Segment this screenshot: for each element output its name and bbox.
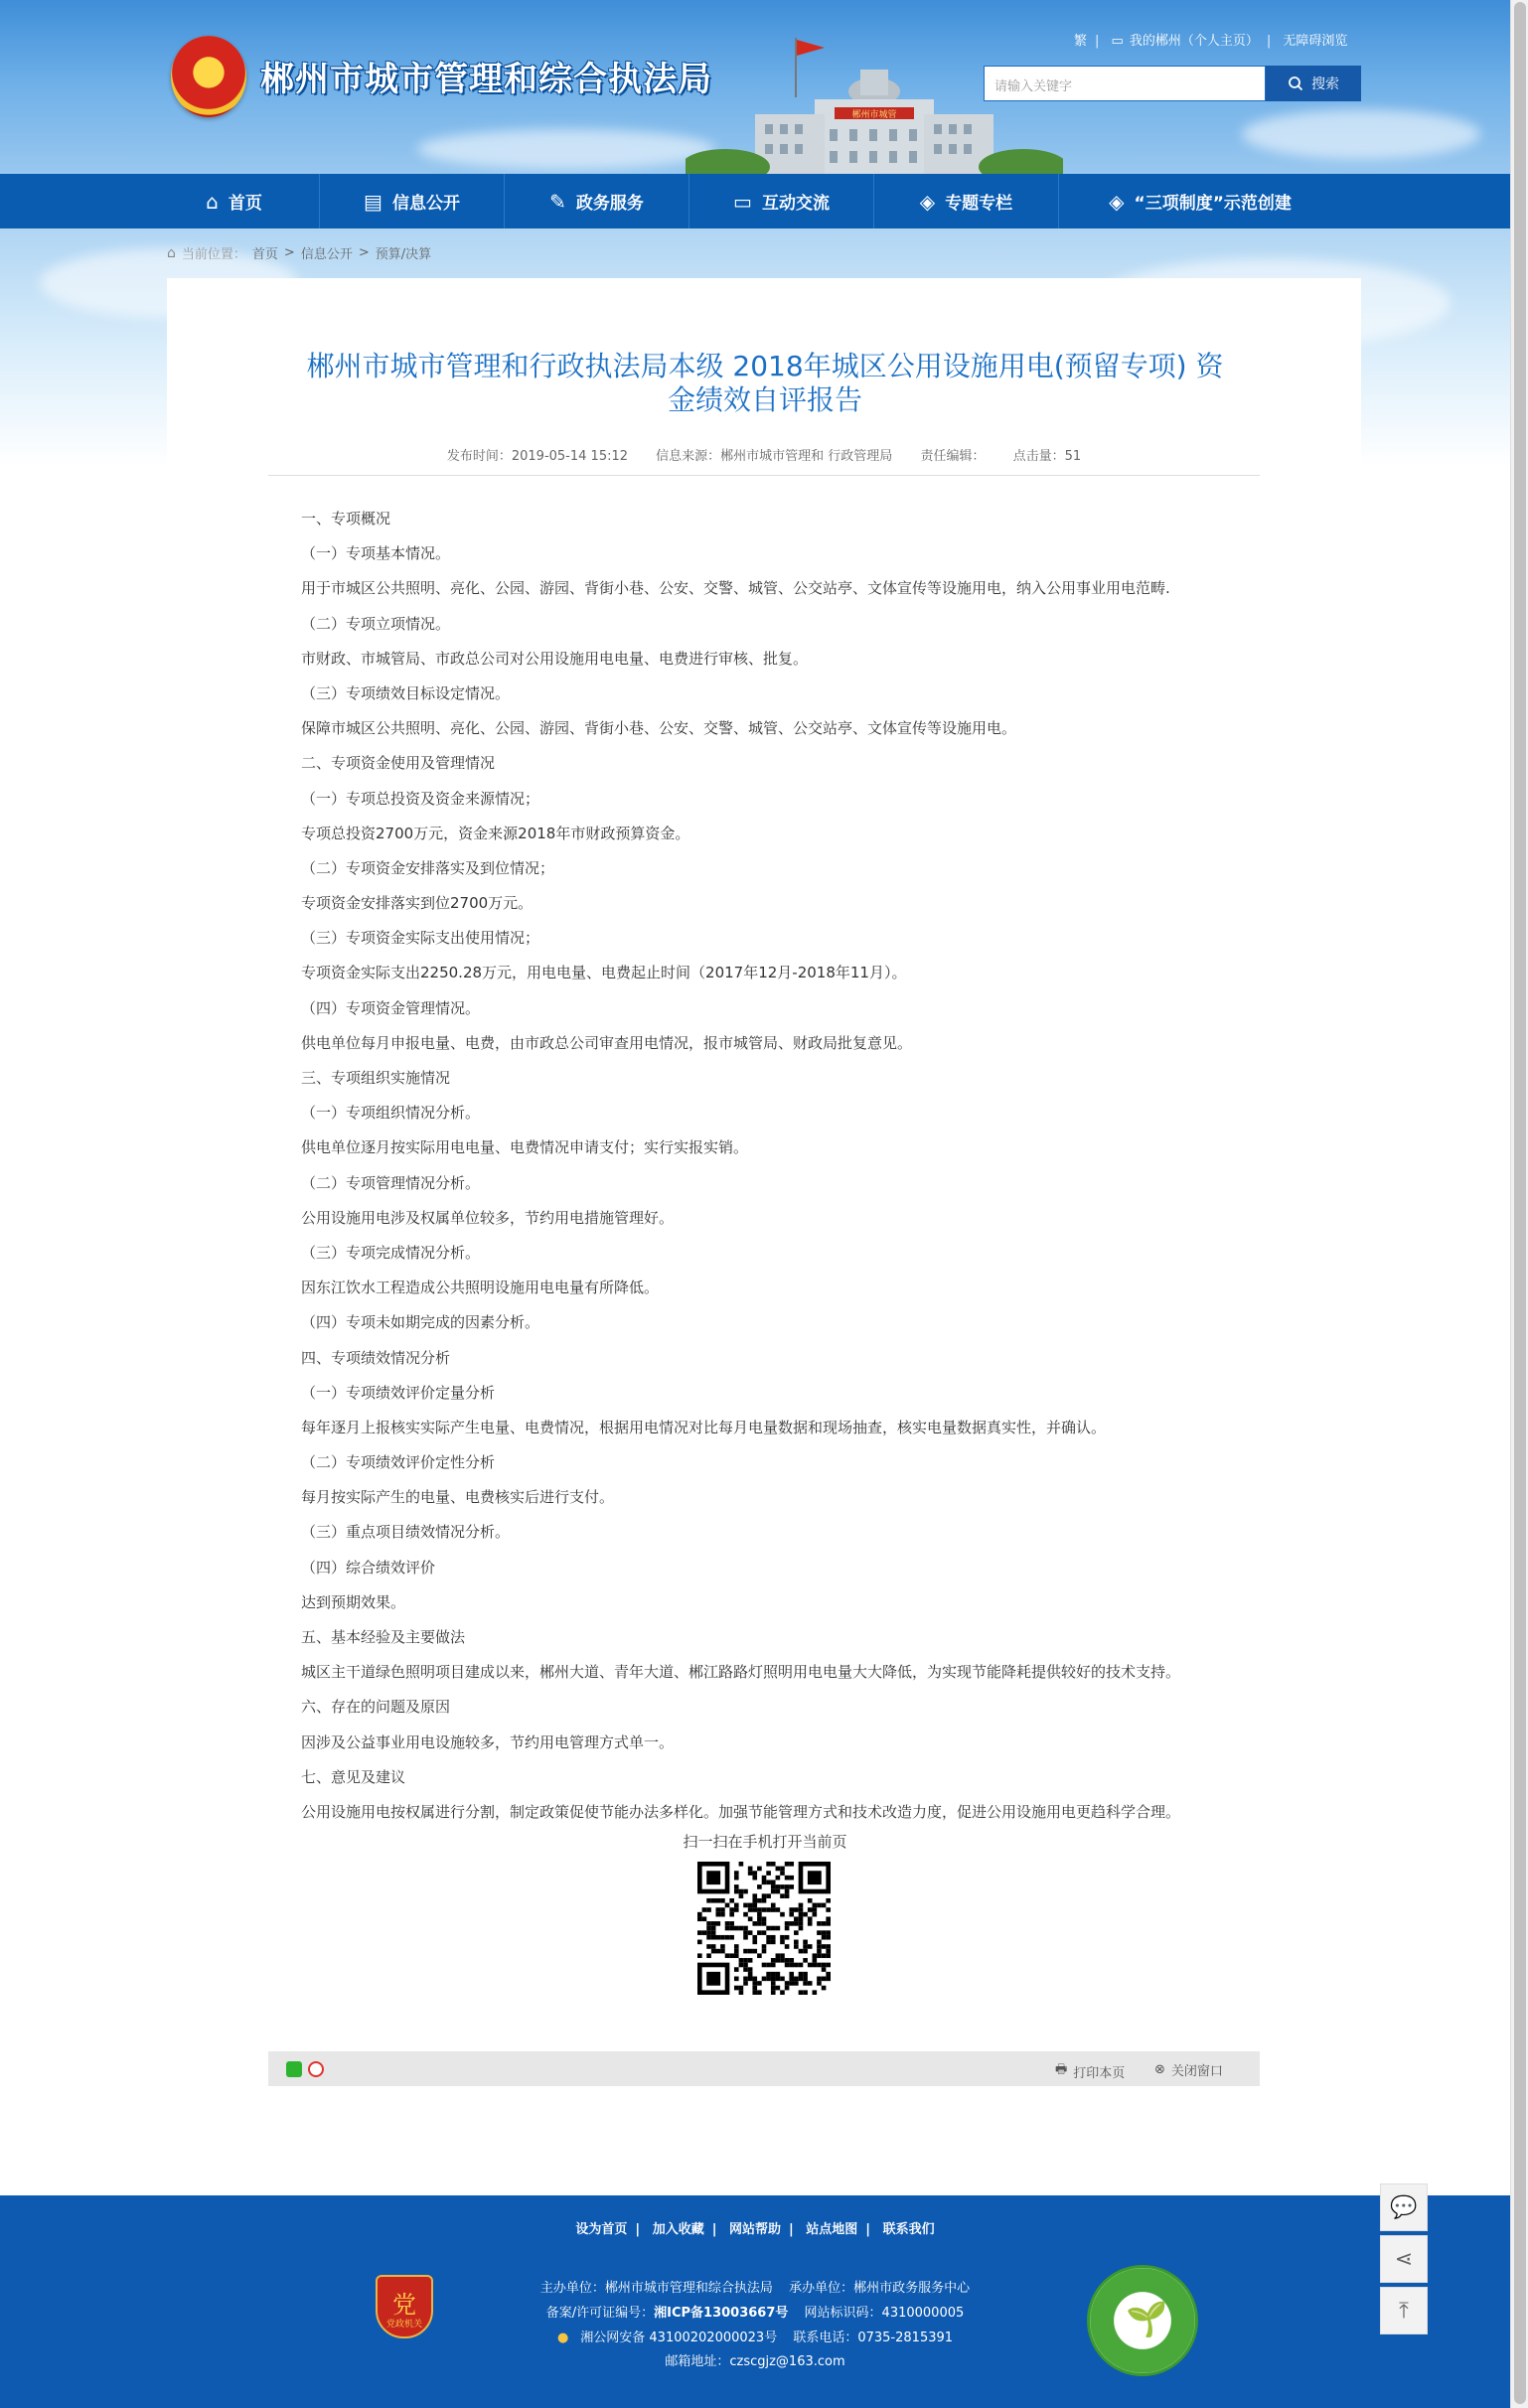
article-paragraph: 一、专项概况	[301, 510, 391, 527]
nav-item-label: 首页	[228, 194, 262, 214]
footer-link-help[interactable]: 网站帮助	[728, 2222, 781, 2237]
breadcrumb-label: 当前位置：	[181, 247, 246, 262]
civilized-city-badge[interactable]	[1087, 2265, 1198, 2376]
nav-item-label: 政务服务	[575, 194, 644, 214]
nav-item-label: 专题专栏	[945, 194, 1013, 214]
top-links: 繁 | ▭ 我的郴州（个人主页） | 无障碍浏览	[1074, 34, 1348, 49]
article-paragraph: （三）专项资金实际支出使用情况；	[301, 929, 540, 948]
search-icon	[1288, 75, 1303, 91]
article-paragraph: （三）专项完成情况分析。	[301, 1243, 481, 1262]
nav-item-special-topics[interactable]	[874, 174, 1059, 228]
footer-host-line	[0, 2277, 1510, 2296]
footer-link-sitemap[interactable]: 站点地图	[806, 2222, 858, 2237]
footer-link-favorite[interactable]: 加入收藏	[652, 2222, 704, 2237]
article-editor: 责任编辑：	[920, 449, 986, 464]
article-paragraph: （一）专项绩效评价定量分析	[301, 1383, 496, 1402]
nav-item-home[interactable]	[149, 174, 320, 228]
divider	[268, 475, 1260, 476]
article-paragraph: （四）专项资金管理情况。	[301, 998, 481, 1017]
article-paragraph: 因涉及公益事业用电设施较多，节约用电管理方式单一。	[301, 1732, 675, 1751]
article-paragraph: 保障市城区公共照明、亮化、公园、游园、背街小巷、公安、交警、城管、公交站亭、文体宣传等设施用电。	[301, 719, 1017, 738]
article-paragraph: 专项资金实际支出2250.28万元，用电电量、电费起止时间（2017年12月-2018年11月）。	[301, 964, 907, 982]
my-chenzhou-link[interactable]: 我的郴州（个人主页）	[1129, 34, 1259, 49]
article-body	[301, 507, 1255, 1835]
article-paragraph: 每年逐月上报核实实际产生电量、电费情况，根据用电情况对比每月电量数据和现场抽查，核实电量数据真实性，并确认。	[301, 1418, 1107, 1436]
nav-item-label: 互动交流	[761, 194, 830, 214]
article-toolbar	[268, 2051, 1260, 2086]
government-building-image	[686, 30, 1063, 174]
main-nav	[0, 174, 1510, 228]
article-paragraph: 达到预期效果。	[301, 1592, 406, 1611]
close-icon: ⊗	[1154, 2062, 1165, 2077]
layers-icon: ◈	[1109, 189, 1125, 214]
article-paragraph: （三）重点项目绩效情况分析。	[301, 1523, 511, 1542]
article-paragraph: 四、专项绩效情况分析	[301, 1348, 451, 1367]
wechat-icon: 💬	[1390, 2194, 1418, 2220]
footer-phone: 联系电话：0735-2815391	[793, 2331, 954, 2345]
home-icon: ⌂	[167, 244, 176, 261]
article-paragraph: 因东江饮水工程造成公共照明设施用电电量有所降低。	[301, 1279, 660, 1297]
footer-link-set-home[interactable]: 设为首页	[575, 2222, 628, 2237]
article-paragraph: （四）综合绩效评价	[301, 1558, 436, 1577]
search-input[interactable]: 请输入关键字	[984, 66, 1266, 101]
article-paragraph: （三）专项绩效目标设定情况。	[301, 683, 511, 702]
article-paragraph: 每月按实际产生的电量、电费核实后进行支付。	[301, 1488, 615, 1507]
footer-icp-line	[0, 2302, 1510, 2321]
breadcrumb	[167, 243, 431, 262]
weibo-share-icon[interactable]	[308, 2061, 324, 2077]
article-paragraph: 六、存在的问题及原因	[301, 1698, 451, 1717]
article-paragraph: 供电单位每月申报电量、电费，由市政总公司审查用电情况，报市城管局、财政局批复意见。	[301, 1033, 913, 1052]
article-hits: 点击量：51	[1012, 449, 1082, 464]
article-paragraph: （二）专项绩效评价定性分析	[301, 1453, 496, 1472]
footer-links: 设为首页 | 加入收藏 | 网站帮助 | 站点地图 | 联系我们	[575, 2222, 935, 2237]
nav-item-label: “三项制度”示范创建	[1134, 194, 1292, 214]
footer-icp[interactable]: 湘ICP备13003667号	[654, 2306, 789, 2321]
article-paragraph: （二）专项资金安排落实及到位情况；	[301, 858, 555, 877]
nav-item-info-disclosure[interactable]	[320, 174, 505, 228]
print-label: 打印本页	[1073, 2065, 1126, 2081]
qr-code	[697, 1862, 831, 1995]
footer-host: 主办单位：郴州市城市管理和综合执法局	[539, 2281, 773, 2296]
police-badge-icon: ●	[556, 2331, 569, 2345]
article-source: 信息来源：郴州市城市管理和 行政管理局	[656, 449, 893, 464]
article-paragraph: （二）专项立项情况。	[301, 614, 451, 633]
article-paragraph: （一）专项基本情况。	[301, 544, 451, 563]
footer-police-line	[0, 2327, 1510, 2345]
search-button-label: 搜索	[1311, 76, 1339, 92]
breadcrumb-item-budget[interactable]: 预算/决算	[375, 247, 432, 262]
wechat-float-button[interactable]	[1380, 2183, 1428, 2231]
footer-undertaker: 承办单位：郴州市政务服务中心	[789, 2281, 971, 2296]
wechat-share-icon[interactable]	[286, 2061, 302, 2077]
site-footer	[0, 2195, 1510, 2408]
article-paragraph: 市财政、市城管局、市政总公司对公用设施用电电量、电费进行审核、批复。	[301, 649, 809, 668]
footer-link-contact[interactable]: 联系我们	[882, 2222, 935, 2237]
article-paragraph: 专项总投资2700万元，资金来源2018年市财政预算资金。	[301, 824, 690, 842]
party-gov-badge[interactable]: 党 党政机关	[376, 2275, 433, 2338]
document-icon: ▤	[364, 189, 382, 214]
national-emblem-icon	[171, 36, 246, 117]
nav-item-label: 信息公开	[391, 194, 460, 214]
article-paragraph: 供电单位逐月按实际用电电量、电费情况申请支付；实行实报实销。	[301, 1138, 749, 1157]
chat-icon: ▭	[733, 189, 752, 214]
qr-label: 扫一扫在手机打开当前页	[683, 1833, 847, 1851]
print-button[interactable]	[1055, 2060, 1125, 2082]
close-window-button[interactable]	[1154, 2060, 1223, 2079]
nav-item-three-systems[interactable]	[1059, 174, 1341, 228]
article-paragraph: （一）专项总投资及资金来源情况；	[301, 789, 540, 808]
nav-item-interaction[interactable]	[689, 174, 874, 228]
footer-email-line	[0, 2350, 1510, 2369]
site-header	[0, 0, 1510, 174]
edit-icon: ✎	[549, 189, 566, 214]
back-to-top-button[interactable]	[1380, 2287, 1428, 2334]
arrow-up-icon: ⤒	[1399, 2298, 1409, 2324]
publish-time: 发布时间：2019-05-14 15:12	[446, 449, 629, 464]
article-paragraph: 三、专项组织实施情况	[301, 1069, 451, 1087]
share-icon: ⋖	[1394, 2246, 1414, 2272]
scrollbar[interactable]	[1510, 0, 1528, 2408]
article-title	[268, 350, 1262, 417]
nav-item-gov-services[interactable]	[505, 174, 689, 228]
breadcrumb-separator: >	[358, 245, 370, 260]
footer-icp-label: 备案/许可证编号：	[545, 2306, 655, 2321]
article-meta	[268, 445, 1260, 464]
monitor-icon: ▭	[1111, 34, 1124, 49]
footer-site-code: 网站标识码：4310000005	[804, 2306, 965, 2321]
article-paragraph: （一）专项组织情况分析。	[301, 1104, 481, 1123]
article-paragraph: 用于市城区公共照明、亮化、公园、游园、背街小巷、公安、交警、城管、公交站亭、文体宣传等设施用电，纳入公用事业用电范畴.	[301, 579, 1170, 598]
close-label: 关闭窗口	[1170, 2064, 1223, 2079]
footer-police[interactable]: 湘公网安备 43100202000023号	[580, 2331, 778, 2345]
traditional-chinese-link[interactable]: 繁	[1074, 34, 1088, 49]
breadcrumb-item-info[interactable]: 信息公开	[300, 247, 353, 262]
article-title-line: 金绩效自评报告	[667, 383, 862, 416]
article-paragraph: 公用设施用电涉及权属单位较多，节约用电措施管理好。	[301, 1208, 675, 1227]
breadcrumb-separator: >	[283, 245, 295, 260]
article-paragraph: 五、基本经验及主要做法	[301, 1628, 466, 1646]
home-icon: ⌂	[206, 189, 219, 214]
article-paragraph: 城区主干道绿色照明项目建成以来，郴州大道、青年大道、郴江路路灯照明用电电量大大降低，为实现节能降耗提供较好的技术支持。	[301, 1663, 1181, 1682]
search-button[interactable]	[1266, 66, 1361, 101]
breadcrumb-item-home[interactable]: 首页	[251, 247, 278, 262]
article-paragraph: 二、专项资金使用及管理情况	[301, 754, 496, 773]
scroll-thumb[interactable]	[1514, 2, 1526, 2404]
accessibility-link[interactable]: 无障碍浏览	[1283, 34, 1348, 49]
article-paragraph: 专项资金安排落实到位2700万元。	[301, 894, 534, 913]
layers-icon: ◈	[919, 189, 936, 214]
article-title-line: 郴州市城市管理和行政执法局本级 2018年城区公用设施用电(预留专项) 资	[306, 350, 1224, 382]
article-paragraph: （二）专项管理情况分析。	[301, 1173, 481, 1192]
site-title: 郴州市城市管理和综合执法局	[260, 60, 712, 99]
article-paragraph: （四）专项未如期完成的因素分析。	[301, 1313, 540, 1332]
footer-email: 邮箱地址：czscgjz@163.com	[665, 2354, 845, 2369]
share-float-button[interactable]	[1380, 2235, 1428, 2283]
building-sign: 郴州市城管	[851, 110, 897, 120]
article-paragraph: 公用设施用电按权属进行分割，制定政策促使节能办法多样化。加强节能管理方式和技术改造力度，促进公用设施用电更趋科学合理。	[301, 1802, 1181, 1821]
article-paragraph: 七、意见及建议	[301, 1767, 406, 1786]
printer-icon: 🖶	[1055, 2062, 1068, 2077]
